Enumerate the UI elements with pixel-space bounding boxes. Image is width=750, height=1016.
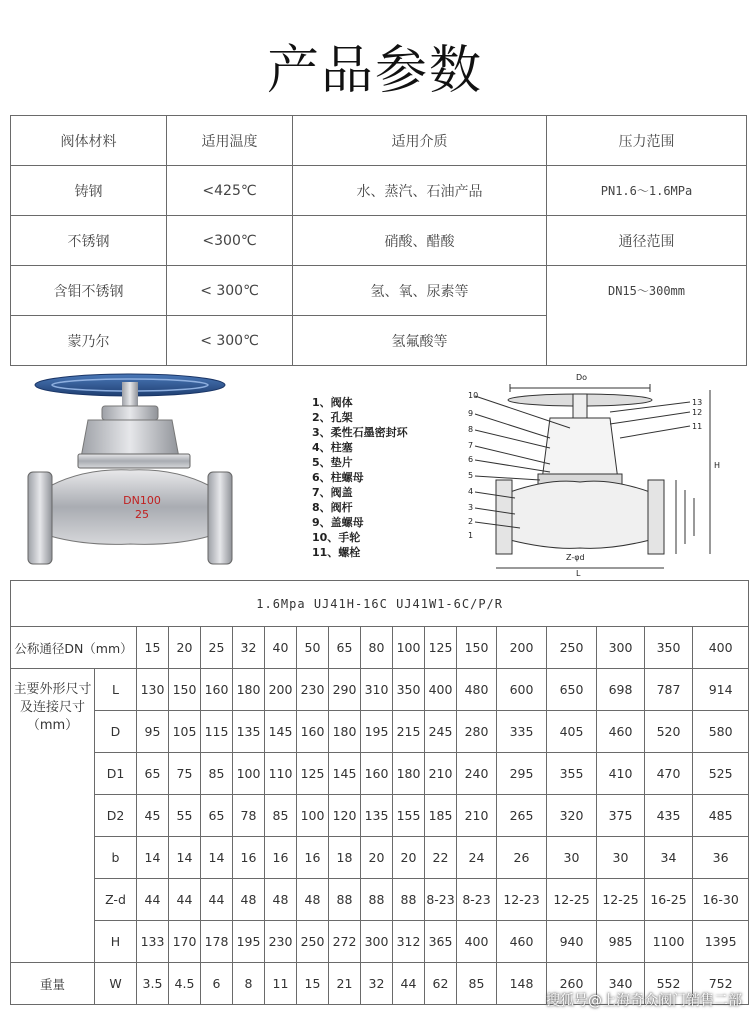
dimension-cell: 105 [169, 711, 201, 753]
dimension-cell: 20 [393, 837, 425, 879]
dimension-cell: 88 [329, 879, 361, 921]
dimension-cell: 170 [169, 921, 201, 963]
pressure-value: PN1.6～1.6MPa [547, 166, 747, 216]
label-l: L [576, 569, 581, 578]
dimension-cell: 160 [361, 753, 393, 795]
label-1: 1 [468, 531, 474, 540]
dn-cell: 100 [393, 627, 425, 669]
material-cell: 含钼不锈钢 [11, 266, 167, 316]
dimension-cell: 155 [393, 795, 425, 837]
valve-body-text-2: 25 [135, 508, 149, 521]
dimension-cell: 460 [497, 921, 547, 963]
dimension-cell: 195 [233, 921, 265, 963]
dimension-row [11, 837, 749, 879]
weight-symbol: W [95, 963, 137, 1005]
dimension-cell: 30 [547, 837, 597, 879]
dimension-cell: 85 [201, 753, 233, 795]
label-8: 8 [468, 425, 474, 434]
part-item: 5、垫片 [312, 456, 353, 469]
label-11: 11 [692, 422, 703, 431]
dimension-cell: 160 [201, 669, 233, 711]
label-zd: Z-φd [566, 553, 585, 562]
weight-cell: 6 [201, 963, 233, 1005]
dimension-row [11, 753, 749, 795]
dimension-cell: 160 [297, 711, 329, 753]
dimension-symbol: H [95, 921, 137, 963]
part-item: 10、手轮 [312, 531, 361, 544]
dimension-cell: 375 [597, 795, 645, 837]
medium-cell: 硝酸、醋酸 [293, 216, 547, 266]
part-item: 3、柔性石墨密封环 [312, 426, 408, 439]
dimension-cell: 405 [547, 711, 597, 753]
dimension-cell: 1100 [645, 921, 693, 963]
dimension-cell: 280 [457, 711, 497, 753]
material-cell: 不锈钢 [11, 216, 167, 266]
dimension-cell: 16 [265, 837, 297, 879]
dn-cell: 400 [693, 627, 749, 669]
part-item: 1、阀体 [312, 396, 353, 409]
part-item: 4、柱塞 [312, 441, 353, 454]
dimension-symbol: L [95, 669, 137, 711]
parts-list [312, 395, 409, 559]
dimension-cell: 290 [329, 669, 361, 711]
dn-cell: 300 [597, 627, 645, 669]
dn-cell: 150 [457, 627, 497, 669]
weight-cell: 62 [425, 963, 457, 1005]
material-table-header [11, 116, 747, 166]
dimension-cell: 185 [425, 795, 457, 837]
weight-cell: 3.5 [137, 963, 169, 1005]
material-table [10, 115, 747, 366]
dn-cell: 50 [297, 627, 329, 669]
label-7: 7 [468, 441, 474, 450]
temp-cell: < 300℃ [167, 316, 293, 366]
dimension-cell: 48 [233, 879, 265, 921]
dimension-cell: 30 [597, 837, 645, 879]
dn-cell: 25 [201, 627, 233, 669]
dimension-cell: 18 [329, 837, 361, 879]
medium-cell: 氢、氧、尿素等 [293, 266, 547, 316]
dimension-cell: 180 [233, 669, 265, 711]
dimension-cell: 525 [693, 753, 749, 795]
dimension-cell: 145 [265, 711, 297, 753]
part-item: 7、阀盖 [312, 486, 353, 499]
weight-cell: 85 [457, 963, 497, 1005]
dimension-cell: 240 [457, 753, 497, 795]
dimension-cell: 125 [297, 753, 329, 795]
watermark: 搜狐号@上海奇众阀门销售二部 [546, 993, 742, 1009]
dimension-cell: 300 [361, 921, 393, 963]
label-h: H [714, 461, 721, 470]
label-9: 9 [468, 409, 474, 418]
dimension-cell: 320 [547, 795, 597, 837]
dimension-cell: 650 [547, 669, 597, 711]
temp-cell: < 300℃ [167, 266, 293, 316]
dimension-cell: 14 [201, 837, 233, 879]
weight-cell: 552 [645, 963, 693, 1005]
dimension-cell: 265 [497, 795, 547, 837]
dimension-cell: 335 [497, 711, 547, 753]
dimension-symbol: D2 [95, 795, 137, 837]
dimension-cell: 250 [297, 921, 329, 963]
material-row [11, 216, 747, 266]
dimension-cell: 230 [265, 921, 297, 963]
label-12: 12 [692, 408, 703, 417]
dimension-cell: 100 [233, 753, 265, 795]
dimension-cell: 295 [497, 753, 547, 795]
dimension-cell: 520 [645, 711, 693, 753]
dimension-cell: 24 [457, 837, 497, 879]
weight-label: 重量 [11, 963, 95, 1005]
header-medium: 适用介质 [293, 116, 547, 166]
dimension-cell: 36 [693, 837, 749, 879]
dimension-cell: 178 [201, 921, 233, 963]
dn-cell: 32 [233, 627, 265, 669]
dimension-cell: 485 [693, 795, 749, 837]
label-5: 5 [468, 471, 474, 480]
label-do: Do [576, 373, 588, 382]
dimension-cell: 45 [137, 795, 169, 837]
dimension-cell: 65 [137, 753, 169, 795]
weight-cell: 15 [297, 963, 329, 1005]
dimension-cell: 698 [597, 669, 645, 711]
material-row [11, 166, 747, 216]
dimension-symbol: Z-d [95, 879, 137, 921]
dimension-cell: 120 [329, 795, 361, 837]
material-cell: 蒙乃尔 [11, 316, 167, 366]
dimension-cell: 355 [547, 753, 597, 795]
dn-cell: 40 [265, 627, 297, 669]
dn-cell: 250 [547, 627, 597, 669]
weight-cell: 11 [265, 963, 297, 1005]
dimension-row [11, 669, 749, 711]
dimension-cell: 12-25 [597, 879, 645, 921]
valve-body-text: DN100 [123, 494, 161, 507]
dimension-cell: 914 [693, 669, 749, 711]
weight-cell: 44 [393, 963, 425, 1005]
medium-cell: 氢氟酸等 [293, 316, 547, 366]
dimension-cell: 135 [361, 795, 393, 837]
dimension-cell: 135 [233, 711, 265, 753]
dn-cell: 80 [361, 627, 393, 669]
dimension-row [11, 711, 749, 753]
dimension-cell: 985 [597, 921, 645, 963]
dimension-cell: 787 [645, 669, 693, 711]
dimension-cell: 100 [297, 795, 329, 837]
dimension-cell: 230 [297, 669, 329, 711]
dimension-cell: 365 [425, 921, 457, 963]
dimension-cell: 1395 [693, 921, 749, 963]
dimension-cell: 8-23 [457, 879, 497, 921]
dimension-cell: 215 [393, 711, 425, 753]
dimension-cell: 12-25 [547, 879, 597, 921]
dimension-cell: 245 [425, 711, 457, 753]
dn-cell: 20 [169, 627, 201, 669]
header-pressure: 压力范围 [547, 116, 747, 166]
bore-value-text: DN15～300mm [607, 284, 686, 298]
dimension-cell: 88 [361, 879, 393, 921]
dimension-cell: 75 [169, 753, 201, 795]
label-6: 6 [468, 455, 474, 464]
weight-cell: 260 [547, 963, 597, 1005]
dimension-cell: 272 [329, 921, 361, 963]
dimension-cell: 12-23 [497, 879, 547, 921]
dimension-cell: 350 [393, 669, 425, 711]
label-3: 3 [468, 503, 474, 512]
dimension-row [11, 879, 749, 921]
dn-cell: 65 [329, 627, 361, 669]
label-10: 10 [468, 391, 479, 400]
group-label: 主要外形尺寸及连接尺寸（mm） [11, 669, 95, 963]
dn-cell: 15 [137, 627, 169, 669]
dimension-cell: 310 [361, 669, 393, 711]
weight-cell: 8 [233, 963, 265, 1005]
weight-cell: 340 [597, 963, 645, 1005]
dimension-cell: 110 [265, 753, 297, 795]
dimension-cell: 200 [265, 669, 297, 711]
dimension-cell: 48 [297, 879, 329, 921]
dimension-cell: 55 [169, 795, 201, 837]
valve-illustration [10, 368, 746, 580]
dimension-cell: 22 [425, 837, 457, 879]
temp-cell: <425℃ [167, 166, 293, 216]
model-cell: 1.6Mpa UJ41H-16C UJ41W1-6C/P/R [11, 581, 749, 627]
label-13: 13 [692, 398, 703, 407]
dimension-cell: 470 [645, 753, 693, 795]
medium-cell: 水、蒸汽、石油产品 [293, 166, 547, 216]
dimension-cell: 88 [393, 879, 425, 921]
dimension-cell: 78 [233, 795, 265, 837]
dimension-cell: 210 [425, 753, 457, 795]
dimension-table [10, 580, 749, 1005]
dimension-cell: 65 [201, 795, 233, 837]
dimension-cell: 580 [693, 711, 749, 753]
weight-cell: 752 [693, 963, 749, 1005]
dimension-cell: 400 [425, 669, 457, 711]
weight-cell: 4.5 [169, 963, 201, 1005]
dimension-cell: 95 [137, 711, 169, 753]
part-item: 2、孔架 [312, 411, 353, 424]
dn-cell: 350 [645, 627, 693, 669]
dn-cell: 125 [425, 627, 457, 669]
material-cell: 铸钢 [11, 166, 167, 216]
temp-cell: <300℃ [167, 216, 293, 266]
dn-row [11, 627, 749, 669]
header-temp: 适用温度 [167, 116, 293, 166]
dimension-cell: 115 [201, 711, 233, 753]
dimension-symbol: D [95, 711, 137, 753]
part-item: 6、柱螺母 [312, 471, 364, 484]
dimension-cell: 150 [169, 669, 201, 711]
dimension-cell: 180 [329, 711, 361, 753]
part-item: 8、阀杆 [312, 501, 353, 514]
dimension-cell: 44 [201, 879, 233, 921]
dimension-cell: 940 [547, 921, 597, 963]
bore-value [547, 266, 747, 366]
dimension-cell: 130 [137, 669, 169, 711]
dimension-cell: 85 [265, 795, 297, 837]
dimension-row [11, 795, 749, 837]
dn-cell: 200 [497, 627, 547, 669]
dimension-cell: 16-30 [693, 879, 749, 921]
part-item: 11、螺栓 [312, 546, 361, 559]
dimension-cell: 48 [265, 879, 297, 921]
dimension-cell: 410 [597, 753, 645, 795]
dimension-cell: 44 [169, 879, 201, 921]
dimension-cell: 26 [497, 837, 547, 879]
part-item: 9、盖螺母 [312, 516, 364, 529]
dimension-cell: 145 [329, 753, 361, 795]
dimension-symbol: b [95, 837, 137, 879]
weight-cell: 32 [361, 963, 393, 1005]
dimension-cell: 14 [169, 837, 201, 879]
dimension-cell: 480 [457, 669, 497, 711]
valve-photo [28, 374, 232, 564]
header-material: 阀体材料 [11, 116, 167, 166]
page-title: 产品参数 [266, 41, 483, 101]
dimension-cell: 44 [137, 879, 169, 921]
dimension-cell: 16 [297, 837, 329, 879]
dimension-cell: 16 [233, 837, 265, 879]
technical-drawing [475, 384, 710, 568]
label-4: 4 [468, 487, 474, 496]
dimension-cell: 16-25 [645, 879, 693, 921]
dimension-cell: 180 [393, 753, 425, 795]
dn-label: 公称通径DN（mm） [11, 627, 137, 669]
dimension-cell: 14 [137, 837, 169, 879]
dimension-row [11, 921, 749, 963]
label-2: 2 [468, 517, 474, 526]
model-row [11, 581, 749, 627]
dimension-cell: 435 [645, 795, 693, 837]
dimension-cell: 210 [457, 795, 497, 837]
weight-cell: 21 [329, 963, 361, 1005]
dimension-cell: 20 [361, 837, 393, 879]
valve-illustration-svg [10, 368, 746, 580]
dimension-cell: 195 [361, 711, 393, 753]
material-row [11, 266, 747, 316]
weight-cell: 148 [497, 963, 547, 1005]
dimension-cell: 34 [645, 837, 693, 879]
dimension-symbol: D1 [95, 753, 137, 795]
dimension-cell: 400 [457, 921, 497, 963]
dimension-cell: 600 [497, 669, 547, 711]
dimension-cell: 8-23 [425, 879, 457, 921]
bore-label: 通径范围 [547, 216, 747, 266]
dimension-cell: 460 [597, 711, 645, 753]
dimension-cell: 133 [137, 921, 169, 963]
dimension-cell: 312 [393, 921, 425, 963]
